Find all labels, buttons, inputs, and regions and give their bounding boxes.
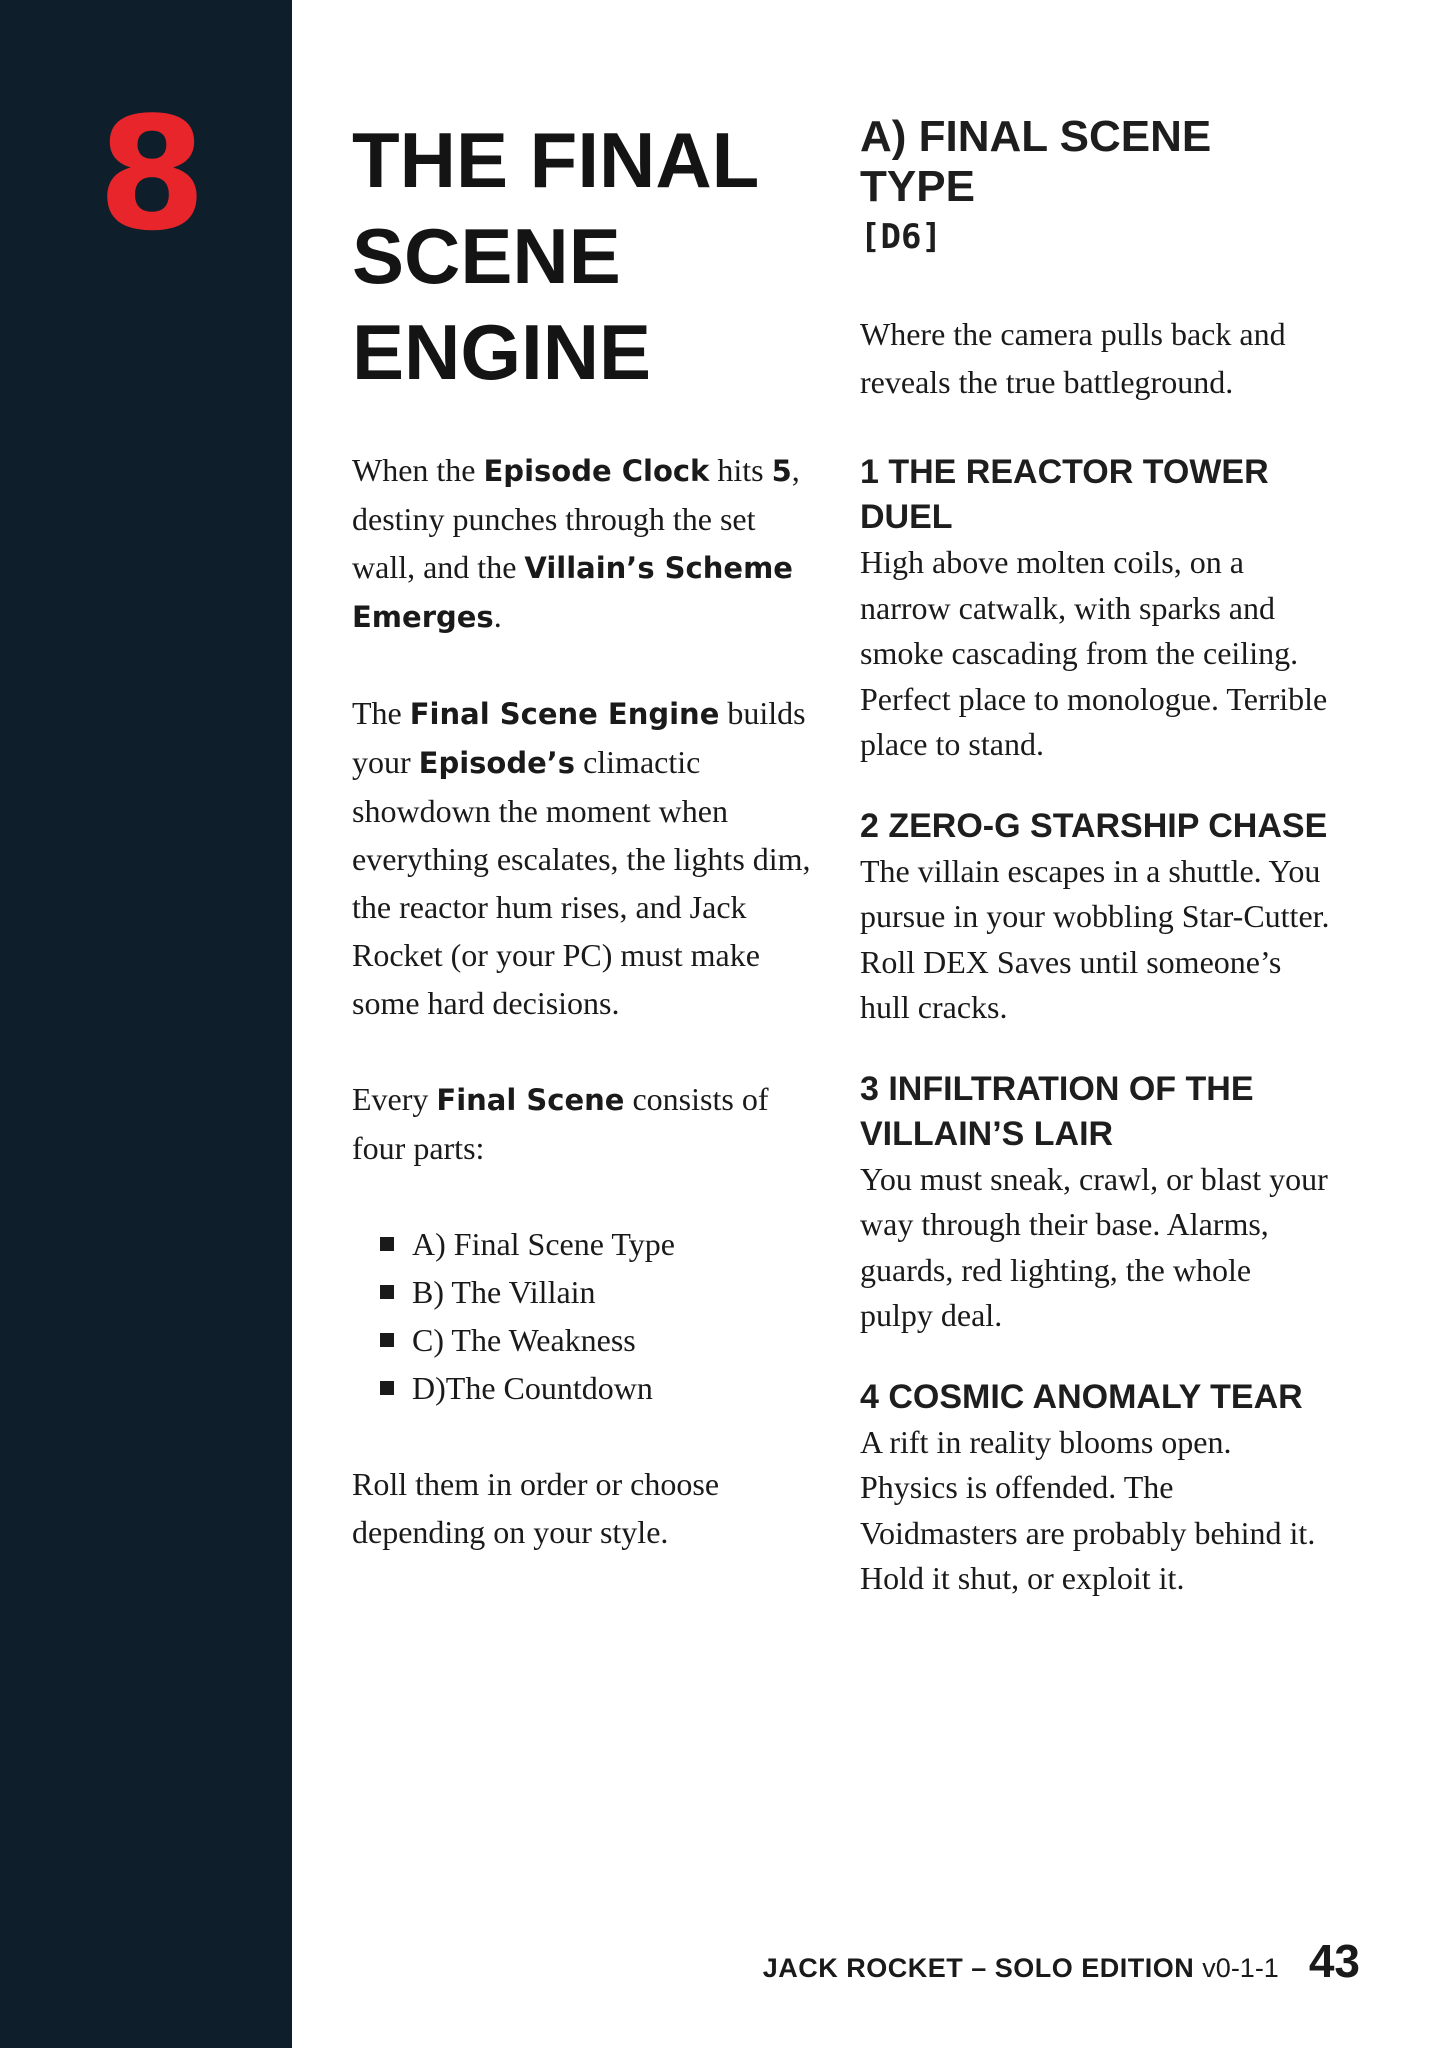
page-footer [762, 1934, 1360, 1987]
list-item [380, 1268, 822, 1316]
entry-text: You must sneak, crawl, or blast your way through their base. Alarms, guards, red lighting, the whole pulpy deal. [860, 1160, 1328, 1333]
section-title: A) FINAL SCENE TYPE [860, 112, 1212, 211]
list-item [380, 1220, 822, 1268]
list-item-label: A) Final Scene Type [412, 1226, 675, 1262]
right-column [860, 112, 1330, 1638]
section-intro: Where the camera pulls back and reveals the true battleground. [860, 316, 1286, 400]
emphasis-final-scene-engine: Final Scene Engine [409, 697, 720, 731]
text-segment: The [352, 695, 410, 731]
entry-title: 1 THE REACTOR TOWER DUEL [860, 453, 1269, 536]
chapter-sidebar [0, 0, 292, 2048]
list-item-label: B) The Villain [412, 1274, 596, 1310]
emphasis-clock-value: 5 [771, 454, 792, 488]
list-item-label: C) The Weakness [412, 1322, 636, 1358]
scene-entry-2 [860, 804, 1330, 1031]
text-segment: climactic showdown the moment when everything escalates, the lights dim, the reactor hum rises, and Jack Rocket (or your PC) must make some hard decisions. [352, 744, 811, 1021]
parts-list [380, 1220, 822, 1412]
emphasis-episode-clock: Episode Clock [483, 454, 710, 488]
footer-book-title: JACK ROCKET – SOLO EDITION [762, 1953, 1195, 1983]
square-bullet-icon [380, 1237, 394, 1251]
page-number: 43 [1308, 1935, 1360, 1987]
list-item-label: D)The Countdown [412, 1370, 653, 1406]
entry-title: 2 ZERO-G STARSHIP CHASE [860, 806, 1328, 845]
chapter-title-line: THE FINAL [352, 116, 760, 204]
text-segment: Every [352, 1081, 437, 1117]
intro-paragraph-1 [352, 446, 822, 641]
chapter-title-line: SCENE [352, 212, 621, 300]
list-item [380, 1364, 822, 1412]
list-item [380, 1316, 822, 1364]
text-segment: builds your [352, 695, 806, 780]
intro-paragraph-2 [352, 689, 822, 1027]
emphasis-villains-scheme: Villain’s Scheme Emerges [352, 551, 793, 634]
entry-text: The villain escapes in a shuttle. You pursue in your wobbling Star-Cutter. Roll DEX Saves until someone’s hull cracks. [860, 852, 1330, 1025]
square-bullet-icon [380, 1333, 394, 1347]
chapter-title-line: ENGINE [352, 308, 652, 396]
scene-entry-3 [860, 1067, 1330, 1339]
scene-entry-4 [860, 1375, 1330, 1602]
section-die: [D6] [860, 217, 942, 257]
chapter-title [352, 112, 822, 400]
text-segment: consists of four parts: [352, 1081, 769, 1166]
footer-version: v0-1-1 [1202, 1953, 1279, 1983]
entry-title: 4 COSMIC ANOMALY TEAR [860, 1377, 1303, 1416]
entry-title: 3 INFILTRATION OF THE VILLAIN’S LAIR [860, 1069, 1254, 1153]
scene-entry-1 [860, 450, 1330, 768]
text-segment: . [493, 598, 502, 634]
emphasis-final-scene: Final Scene [436, 1083, 625, 1117]
intro-paragraph-3 [352, 1075, 822, 1172]
text-segment: When the [352, 452, 484, 488]
square-bullet-icon [380, 1285, 394, 1299]
closing-paragraph: Roll them in order or choose depending on your style. [352, 1466, 720, 1550]
text-segment: hits [709, 452, 772, 488]
emphasis-episodes: Episode’s [418, 746, 576, 780]
entry-text: High above molten coils, on a narrow catwalk, with sparks and smoke cascading from the ceiling. Perfect place to monologue. Terrible place to stand. [860, 544, 1328, 762]
chapter-number: 8 [97, 83, 207, 265]
left-column [352, 112, 822, 1604]
square-bullet-icon [380, 1381, 394, 1395]
entry-text: A rift in reality blooms open. Physics is offended. The Voidmasters are probably behind it. Hold it shut, or exploit it. [860, 1423, 1316, 1596]
text-segment: , destiny punches through the set wall, and the [352, 452, 800, 585]
